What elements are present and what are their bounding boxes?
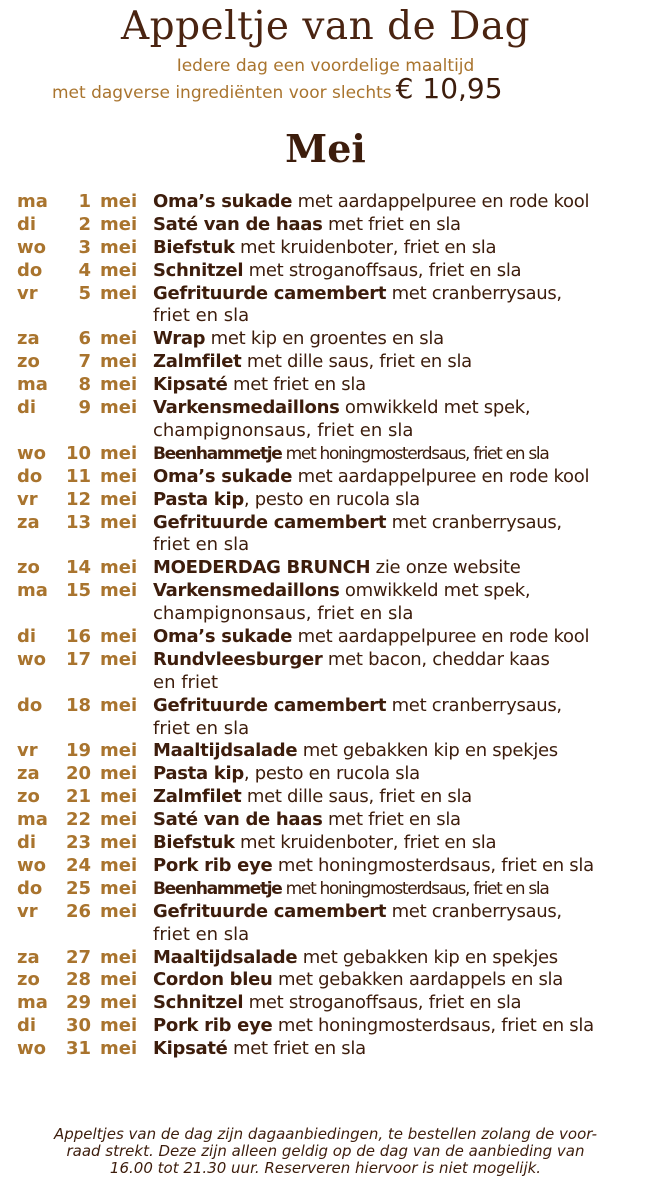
day-number: 8 xyxy=(78,374,91,396)
weekday: wo xyxy=(17,236,46,258)
dish-details: met honingmosterdsaus, friet en sla xyxy=(281,878,549,899)
menu-row xyxy=(0,878,651,901)
month-abbr: mei xyxy=(100,946,138,968)
dish-details: met friet en sla xyxy=(322,809,461,831)
weekday: vr xyxy=(17,900,38,922)
dish-description xyxy=(153,763,420,786)
dish-description xyxy=(153,397,530,420)
month-abbr: mei xyxy=(100,511,138,533)
day-number: 22 xyxy=(65,809,91,831)
menu-row xyxy=(0,557,651,580)
weekday: wo xyxy=(17,1038,46,1060)
menu-row xyxy=(0,832,651,855)
weekday: zo xyxy=(17,786,40,808)
day-number: 20 xyxy=(65,763,91,785)
day-number: 10 xyxy=(65,442,91,464)
dish-description xyxy=(153,283,562,306)
day-number: 6 xyxy=(78,328,91,350)
menu-row xyxy=(0,214,651,237)
dish-description xyxy=(153,214,461,237)
month-abbr: mei xyxy=(100,809,138,831)
month-abbr: mei xyxy=(100,900,138,922)
month-abbr: mei xyxy=(100,397,138,419)
dish-details: met gebakken aardappels en sla xyxy=(272,969,563,991)
dish-details-continued: en friet xyxy=(153,671,219,693)
dish-description xyxy=(153,809,461,832)
menu-row xyxy=(0,695,651,741)
dish-name: Pork rib eye xyxy=(153,1015,273,1037)
dish-description xyxy=(153,740,558,763)
day-number: 12 xyxy=(65,488,91,510)
month-abbr: mei xyxy=(100,625,138,647)
dish-name: Saté van de haas xyxy=(153,809,323,831)
month-abbr: mei xyxy=(100,1038,138,1060)
month-abbr: mei xyxy=(100,740,138,762)
menu-row xyxy=(0,191,651,214)
day-number: 19 xyxy=(65,740,91,762)
dish-description xyxy=(153,557,521,580)
day-number: 27 xyxy=(65,946,91,968)
weekday: do xyxy=(17,877,43,899)
menu-row xyxy=(0,1015,651,1038)
month-abbr: mei xyxy=(100,763,138,785)
weekday: zo xyxy=(17,351,40,373)
month-abbr: mei xyxy=(100,191,138,212)
menu-row xyxy=(0,809,651,832)
day-number: 16 xyxy=(65,625,91,647)
dish-name: Wrap xyxy=(153,328,206,350)
dish-details: met honingmosterdsaus, friet en sla xyxy=(272,1015,594,1037)
month-abbr: mei xyxy=(100,786,138,808)
dish-details: met aardappelpuree en rode kool xyxy=(292,465,590,487)
tagline-text: met dagverse ingrediënten voor slechts xyxy=(52,83,392,103)
month-abbr: mei xyxy=(100,832,138,854)
dish-details: met cranberrysaus, xyxy=(386,900,562,922)
month-abbr: mei xyxy=(100,465,138,487)
dish-details: , pesto en rucola sla xyxy=(243,763,420,785)
day-number: 18 xyxy=(65,694,91,716)
dish-details: met cranberrysaus, xyxy=(386,511,562,533)
weekday: di xyxy=(17,213,37,235)
month-abbr: mei xyxy=(100,282,138,304)
dish-description xyxy=(153,626,589,649)
menu-row xyxy=(0,260,651,283)
weekday: za xyxy=(17,511,40,533)
dish-details: , pesto en rucola sla xyxy=(243,488,420,510)
dish-description xyxy=(153,260,521,283)
dish-details-continued: friet en sla xyxy=(153,717,250,739)
weekday: vr xyxy=(17,740,38,762)
dish-name: Kipsaté xyxy=(153,374,228,396)
dish-description xyxy=(153,512,562,535)
dish-details: met cranberrysaus, xyxy=(386,282,562,304)
dish-description xyxy=(153,351,472,374)
dish-details: met kruidenboter, friet en sla xyxy=(234,236,497,258)
month-abbr: mei xyxy=(100,374,138,396)
dish-name: Beenhammetje xyxy=(153,443,282,464)
dish-name: Pasta kip xyxy=(153,763,244,785)
dish-name: Gefrituurde camembert xyxy=(153,511,387,533)
dish-description xyxy=(153,901,562,924)
day-number: 21 xyxy=(65,786,91,808)
dish-details-continued: friet en sla xyxy=(153,305,250,327)
dish-details: met kip en groentes en sla xyxy=(205,328,444,350)
month-abbr: mei xyxy=(100,259,138,281)
dish-details: met friet en sla xyxy=(227,1038,366,1060)
day-number: 9 xyxy=(78,397,91,419)
page-title: Appeltje van de Dag xyxy=(120,4,531,49)
dish-name: Schnitzel xyxy=(153,259,244,281)
dish-details: met aardappelpuree en rode kool xyxy=(292,191,590,212)
month-heading: Mei xyxy=(285,126,366,171)
day-number: 17 xyxy=(65,648,91,670)
day-number: 13 xyxy=(65,511,91,533)
dish-description xyxy=(153,832,496,855)
dish-details: met stroganoffsaus, friet en sla xyxy=(243,259,522,281)
weekday: ma xyxy=(17,580,48,602)
weekday: za xyxy=(17,763,40,785)
dish-description xyxy=(153,947,558,970)
dish-name: Varkensmedaillons xyxy=(153,580,340,602)
dish-description xyxy=(153,443,548,466)
month-abbr: mei xyxy=(100,854,138,876)
day-number: 30 xyxy=(65,1015,91,1037)
day-number: 24 xyxy=(65,854,91,876)
dish-name: Varkensmedaillons xyxy=(153,397,340,419)
month-abbr: mei xyxy=(100,1015,138,1037)
month-abbr: mei xyxy=(100,648,138,670)
weekday: di xyxy=(17,1015,37,1037)
day-number: 15 xyxy=(65,580,91,602)
weekday: do xyxy=(17,259,43,281)
dish-name: Gefrituurde camembert xyxy=(153,282,387,304)
month-abbr: mei xyxy=(100,488,138,510)
dish-details: met honingmosterdsaus, friet en sla xyxy=(281,443,549,464)
dish-name: Oma’s sukade xyxy=(153,625,293,647)
day-number: 23 xyxy=(65,832,91,854)
dish-description xyxy=(153,328,444,351)
month-abbr: mei xyxy=(100,557,138,579)
price: € 10,95 xyxy=(395,72,503,105)
weekday: vr xyxy=(17,282,38,304)
weekday: za xyxy=(17,328,40,350)
dish-details: met friet en sla xyxy=(322,213,461,235)
footer-line-1: Appeltjes van de dag zijn dagaanbiedingen, te bestellen zolang de voor- xyxy=(53,1125,598,1143)
weekday: wo xyxy=(17,648,46,670)
day-number: 14 xyxy=(65,557,91,579)
tagline-line-2 xyxy=(52,72,503,105)
dish-description xyxy=(153,695,562,718)
dish-description xyxy=(153,855,594,878)
day-number: 25 xyxy=(65,877,91,899)
month-abbr: mei xyxy=(100,992,138,1014)
month-abbr: mei xyxy=(100,328,138,350)
dish-name: Saté van de haas xyxy=(153,213,323,235)
dish-name: Oma’s sukade xyxy=(153,465,293,487)
menu-row xyxy=(0,466,651,489)
dish-details-continued: friet en sla xyxy=(153,534,250,556)
weekday: wo xyxy=(17,442,46,464)
day-number: 7 xyxy=(78,351,91,373)
dish-details: met cranberrysaus, xyxy=(386,694,562,716)
dish-name: Zalmfilet xyxy=(153,786,242,808)
dish-name: Schnitzel xyxy=(153,992,244,1014)
dish-details: omwikkeld met spek, xyxy=(339,580,531,602)
menu-row xyxy=(0,1038,651,1061)
weekday: ma xyxy=(17,191,48,212)
dish-name: MOEDERDAG BRUNCH xyxy=(153,557,371,579)
dish-details: met friet en sla xyxy=(227,374,366,396)
dish-details: met honingmosterdsaus, friet en sla xyxy=(272,854,594,876)
month-abbr: mei xyxy=(100,442,138,464)
dish-name: Gefrituurde camembert xyxy=(153,694,387,716)
weekday: za xyxy=(17,946,40,968)
month-abbr: mei xyxy=(100,351,138,373)
weekday: di xyxy=(17,832,37,854)
dish-details-continued: friet en sla xyxy=(153,923,250,945)
weekday: ma xyxy=(17,374,48,396)
menu-row xyxy=(0,855,651,878)
month-abbr: mei xyxy=(100,694,138,716)
weekday: di xyxy=(17,625,37,647)
tagline-line-1: Iedere dag een voordelige maaltijd xyxy=(176,56,475,76)
month-abbr: mei xyxy=(100,236,138,258)
dish-name: Oma’s sukade xyxy=(153,191,293,212)
dish-name: Zalmfilet xyxy=(153,351,242,373)
dish-description xyxy=(153,237,496,260)
dish-description xyxy=(153,992,521,1015)
month-abbr: mei xyxy=(100,580,138,602)
day-number: 2 xyxy=(78,213,91,235)
dish-details-continued: champignonsaus, friet en sla xyxy=(153,419,414,441)
menu-row xyxy=(0,740,651,763)
dish-name: Rundvleesburger xyxy=(153,648,323,670)
menu-row xyxy=(0,328,651,351)
menu-row xyxy=(0,351,651,374)
month-abbr: mei xyxy=(100,877,138,899)
dish-description xyxy=(153,786,472,809)
weekday: vr xyxy=(17,488,38,510)
dish-description xyxy=(153,580,530,603)
weekday: zo xyxy=(17,557,40,579)
day-number: 31 xyxy=(65,1038,91,1060)
dish-details-continued: champignonsaus, friet en sla xyxy=(153,603,414,625)
dish-details: met bacon, cheddar kaas xyxy=(322,648,550,670)
menu-row xyxy=(0,992,651,1015)
day-number: 29 xyxy=(65,992,91,1014)
menu-row xyxy=(0,786,651,809)
dish-description xyxy=(153,969,563,992)
dish-details: met stroganoffsaus, friet en sla xyxy=(243,992,522,1014)
menu-row xyxy=(0,649,651,695)
dish-description xyxy=(153,1038,366,1061)
day-number: 4 xyxy=(78,259,91,281)
dish-details: met kruidenboter, friet en sla xyxy=(234,832,497,854)
weekday: ma xyxy=(17,809,48,831)
footer-line-2: raad strekt. Deze zijn alleen geldig op de dag van de aanbieding van xyxy=(66,1142,585,1160)
dish-name: Gefrituurde camembert xyxy=(153,900,387,922)
weekday: ma xyxy=(17,992,48,1014)
dish-name: Biefstuk xyxy=(153,236,235,258)
dish-details: met dille saus, friet en sla xyxy=(241,786,472,808)
dish-name: Cordon bleu xyxy=(153,969,273,991)
dish-details: zie onze website xyxy=(370,557,521,579)
dish-description xyxy=(153,466,589,489)
menu-row xyxy=(0,397,651,443)
dish-name: Maaltijdsalade xyxy=(153,740,298,762)
day-number: 1 xyxy=(78,191,91,212)
footer-line-3: 16.00 tot 21.30 uur. Reserveren hiervoor is niet mogelijk. xyxy=(109,1159,542,1177)
dish-name: Maaltijdsalade xyxy=(153,946,298,968)
day-number: 28 xyxy=(65,969,91,991)
month-abbr: mei xyxy=(100,969,138,991)
dish-name: Pasta kip xyxy=(153,488,244,510)
dish-name: Biefstuk xyxy=(153,832,235,854)
footer-note xyxy=(14,1126,637,1177)
weekday: wo xyxy=(17,854,46,876)
menu-row xyxy=(0,489,651,512)
menu-row xyxy=(0,443,651,466)
menu-row xyxy=(0,626,651,649)
menu-row xyxy=(0,374,651,397)
menu-row xyxy=(0,969,651,992)
day-number: 11 xyxy=(65,465,91,487)
dish-details: met gebakken kip en spekjes xyxy=(297,740,558,762)
daily-menu-list xyxy=(0,191,651,1061)
weekday: do xyxy=(17,694,43,716)
weekday: di xyxy=(17,397,37,419)
day-number: 26 xyxy=(65,900,91,922)
dish-details: omwikkeld met spek, xyxy=(339,397,531,419)
dish-details: met aardappelpuree en rode kool xyxy=(292,625,590,647)
menu-row xyxy=(0,237,651,260)
dish-description xyxy=(153,489,420,512)
weekday: zo xyxy=(17,969,40,991)
dish-description xyxy=(153,191,589,214)
dish-description xyxy=(153,1015,594,1038)
menu-row xyxy=(0,512,651,558)
dish-name: Kipsaté xyxy=(153,1038,228,1060)
dish-description xyxy=(153,374,366,397)
dish-description xyxy=(153,649,550,672)
dish-description xyxy=(153,878,548,901)
month-abbr: mei xyxy=(100,213,138,235)
dish-name: Pork rib eye xyxy=(153,854,273,876)
menu-row xyxy=(0,947,651,970)
menu-row xyxy=(0,763,651,786)
dish-name: Beenhammetje xyxy=(153,878,282,899)
menu-row xyxy=(0,580,651,626)
dish-details: met dille saus, friet en sla xyxy=(241,351,472,373)
dish-details: met gebakken kip en spekjes xyxy=(297,946,558,968)
weekday: do xyxy=(17,465,43,487)
menu-row xyxy=(0,901,651,947)
menu-row xyxy=(0,283,651,329)
day-number: 5 xyxy=(78,282,91,304)
day-number: 3 xyxy=(78,236,91,258)
